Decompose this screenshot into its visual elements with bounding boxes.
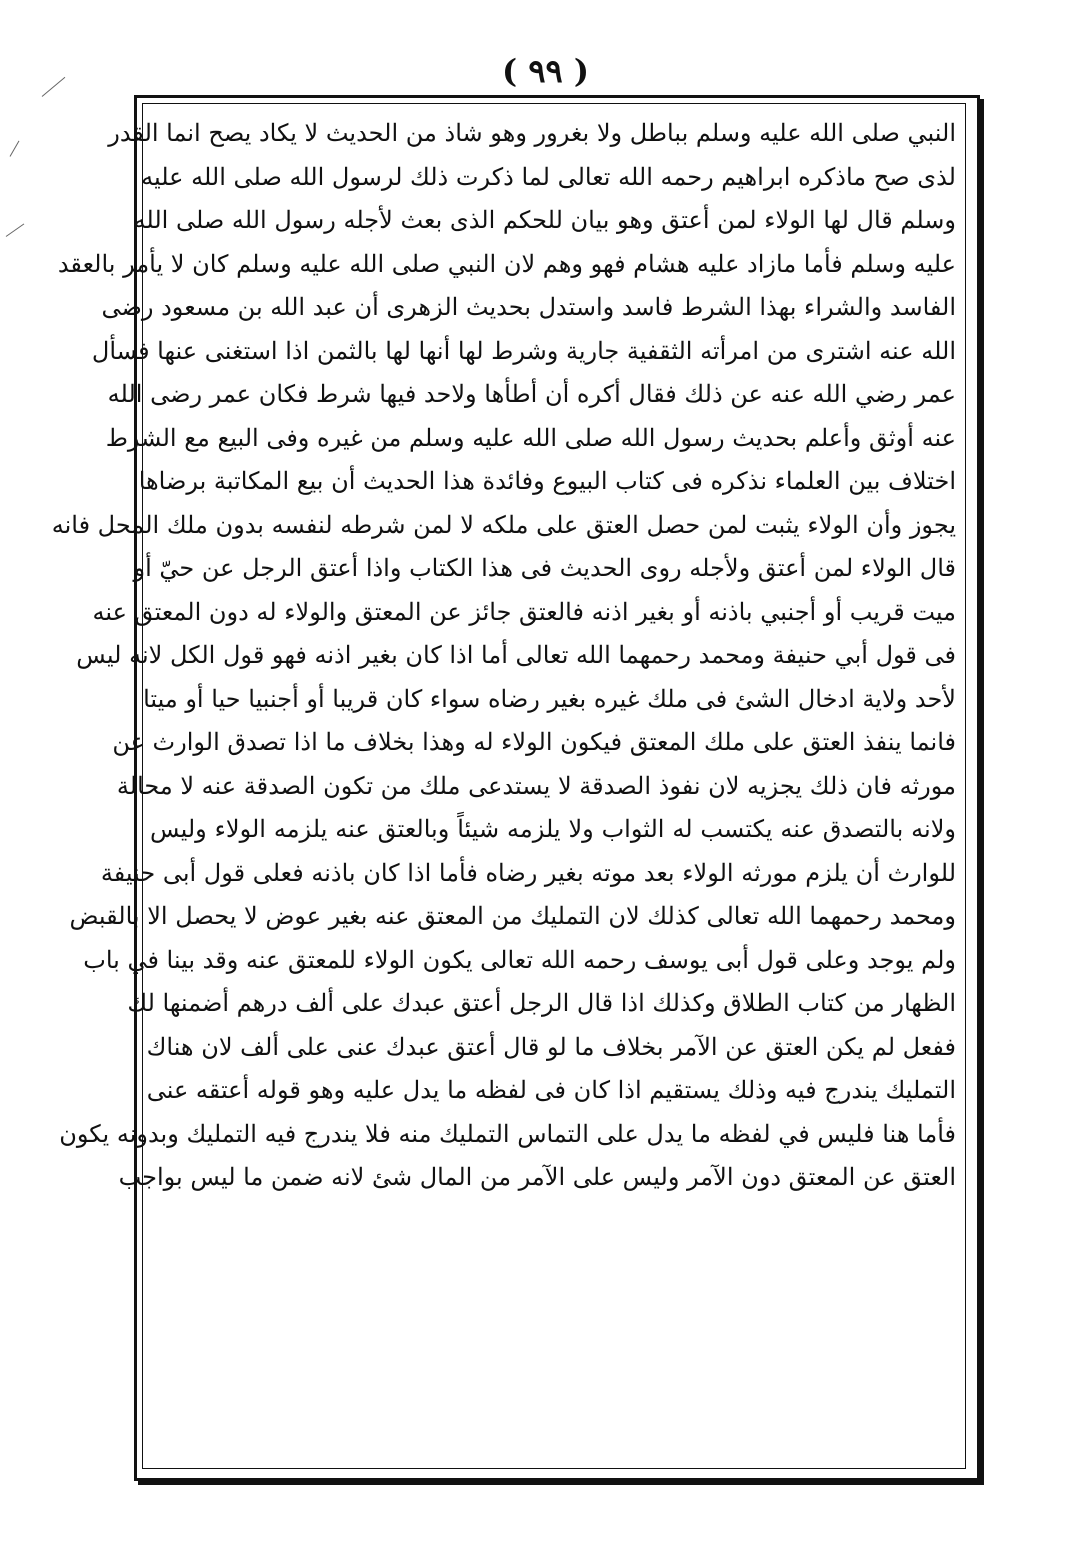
text-line: ميت قريب أو أجنبي باذنه أو بغير اذنه فالعتق جائز عن المعتق والولاء له دون المعتق عنه xyxy=(92,597,956,626)
text-line: قال الولاء لمن أعتق ولأجله روى الحديث فى هذا الكتاب واذا أعتق الرجل عن حيّ أو xyxy=(133,554,956,582)
text-line: العتق عن المعتق دون الآمر وليس على الآمر من المال شئ لانه ضمن ما ليس بواجب xyxy=(118,1163,956,1191)
text-line: للوارث أن يلزم مورثه الولاء بعد موته بغير رضاه فأما اذا كان باذنه فعلى قول أبى حنيفة xyxy=(100,858,956,887)
text-line: عليه وسلم فأما مازاد عليه هشام فهو وهم لان النبي صلى الله عليه وسلم كان لا يأمر بالعقد xyxy=(57,249,956,278)
text-line: عنه أوثق وأعلم بحديث رسول الله صلى الله عليه وسلم من غيره وفى البيع مع الشرط xyxy=(105,423,956,452)
text-line: فى قول أبي حنيفة ومحمد رحمهما الله تعالى أما اذا كان بغير اذنه فهو قول الكل لانه ليس xyxy=(76,641,956,669)
text-line: الله عنه اشترى من امرأته الثقفية جارية وشرط لها أنها لها بالثمن اذا استغنى عنها فسأل xyxy=(91,336,956,365)
page-number: ( ٩٩ ) xyxy=(502,52,589,90)
text-line: فأما هنا فليس في لفظه ما يدل على التماس التمليك منه فلا يندرج فيه التمليك وبدونه يكون xyxy=(59,1119,956,1148)
text-line: عمر رضي الله عنه عن ذلك فقال أكره أن أطأها ولاحد فيها شرط فكان عمر رضى الله xyxy=(107,380,956,408)
text-line: ففعل لم يكن العتق عن الآمر بخلاف ما لو قال أعتق عبدك عنى على ألف لان هناك xyxy=(146,1032,956,1061)
text-line: النبي صلى الله عليه وسلم بباطل ولا بغرور وهو شاذ من الحديث لا يكاد يصح انما القدر xyxy=(108,119,956,147)
text-line: ولانه بالتصدق عنه يكتسب له الثواب ولا يلزمه شيئاً وبالعتق عنه يلزمه الولاء وليس xyxy=(150,815,956,843)
text-line: الفاسد والشراء بهذا الشرط فاسد واستدل بحديث الزهرى أن عبد الله بن مسعود رضى xyxy=(101,293,956,321)
text-line: مورثه فان ذلك يجزيه لان نفوذ الصدقة لا يستدعى ملك من تكون الصدقة عنه لا محالة xyxy=(116,771,956,800)
text-body xyxy=(51,112,956,1200)
text-line: وسلم قال لها الولاء لمن أعتق وهو بيان للحكم الذى بعث لأجله رسول الله صلى الله xyxy=(133,206,956,234)
text-line: ولم يوجد وعلى قول أبى يوسف رحمه الله تعالى يكون الولاء للمعتق عنه وقد بينا في باب xyxy=(83,945,956,974)
margin-mark xyxy=(10,141,20,157)
text-line: اختلاف بين العلماء نذكره فى كتاب البيوع وفائدة هذا الحديث أن بيع المكاتبة برضاها xyxy=(138,467,956,495)
text-line: الظهار من كتاب الطلاق وكذلك اذا قال الرجل أعتق عبدك على ألف درهم أضمنها لك xyxy=(127,989,956,1017)
text-line: ومحمد رحمهما الله تعالى كذلك لان التمليك من المعتق عنه بغير عوض لا يحصل الا بالقبض xyxy=(69,902,956,930)
text-line: فانما ينفذ العتق على ملك المعتق فيكون الولاء له وهذا بخلاف ما اذا تصدق الوارث عن xyxy=(112,728,956,756)
text-line: لأحد ولاية ادخال الشئ فى ملك غيره بغير رضاه سواء كان قريبا أو أجنبيا حيا أو ميتا xyxy=(143,684,956,713)
text-line: يجوز وأن الولاء يثبت لمن حصل العتق على ملكه لا لمن شرطه لنفسه بدون ملك المحل فانه xyxy=(51,510,956,539)
text-line: التمليك يندرج فيه وذلك يستقيم اذا كان فى لفظه ما يدل عليه وهو قوله أعتقه عنى xyxy=(146,1076,956,1104)
text-line: لذى صح ماذكره ابراهيم رحمه الله تعالى لما ذكرت ذلك لرسول الله صلى الله عليه xyxy=(141,162,956,191)
margin-mark xyxy=(6,223,25,236)
